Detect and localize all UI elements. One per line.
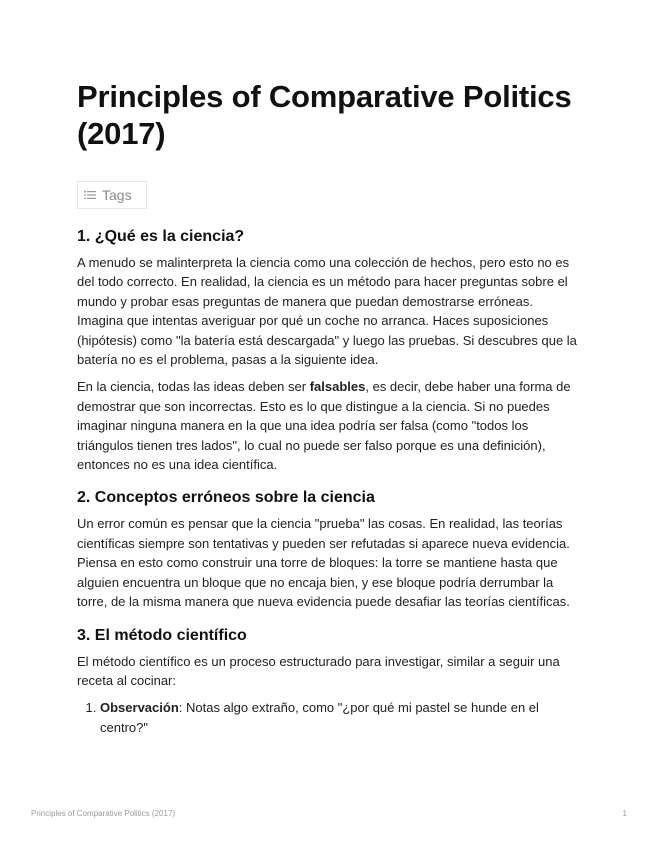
page-number: 1 xyxy=(622,809,627,818)
section-heading: 3. El método científico xyxy=(77,626,247,644)
text-run: , es decir, debe haber una forma de demostrar que son incorrectas. Esto es lo que distingue a la ciencia. Si no puedes imaginar ninguna manera en la que una idea podría ser falsa (como "todos los triángulos tienen tres lados", lo cual no puede ser falso porque es una definición), entonces no es una idea científica. xyxy=(77,379,571,473)
list-item-text: : Notas algo extraño, como "¿por qué mi pastel se hunde en el centro?" xyxy=(100,700,539,735)
document-page xyxy=(77,78,582,737)
paragraph: Un error común es pensar que la ciencia "prueba" las cosas. En realidad, las teorías científicas siempre son tentativas y pueden ser refutadas si aparece nueva evidencia. Piensa en esto como construir una torre de bloques: la torre se mantiene hasta que alguien encuentra un bloque que no encaja bien, y ese bloque podría derrumbar la torre, de la misma manera que nueva evidencia puede desafiar las teorías científicas. xyxy=(77,516,570,610)
section-heading: 2. Conceptos erróneos sobre la ciencia xyxy=(77,489,375,507)
paragraph: El método científico es un proceso estructurado para investigar, similar a seguir una receta al cocinar: xyxy=(77,653,560,688)
section-heading: 1. ¿Qué es la ciencia? xyxy=(77,228,245,245)
numbered-list xyxy=(77,698,582,737)
tags-label: Tags xyxy=(102,187,132,203)
tags-property[interactable] xyxy=(77,181,147,209)
bold-term: falsables xyxy=(309,379,366,395)
page-title: Principles of Comparative Politics (2017) xyxy=(77,79,572,151)
page-footer xyxy=(31,809,627,818)
text-run: En la ciencia, todas las ideas deben ser xyxy=(77,379,310,395)
list-icon xyxy=(84,190,96,200)
list-item xyxy=(100,698,582,737)
paragraph xyxy=(77,377,582,474)
list-item-term: Observación xyxy=(100,700,179,716)
footer-title: Principles of Comparative Politics (2017) xyxy=(31,809,176,818)
paragraph: A menudo se malinterpreta la ciencia como una colección de hechos, pero esto no es del todo correcto. En realidad, la ciencia es un método para hacer preguntas sobre el mundo y probar esas preguntas de manera que puedan demostrarse erróneas. Imagina que intentas averiguar por qué un coche no arranca. Haces suposiciones (hipótesis) como "la batería está descargada" y luego las pruebas. Si descubres que la batería no es el problema, pasas a la siguiente idea. xyxy=(77,255,577,368)
